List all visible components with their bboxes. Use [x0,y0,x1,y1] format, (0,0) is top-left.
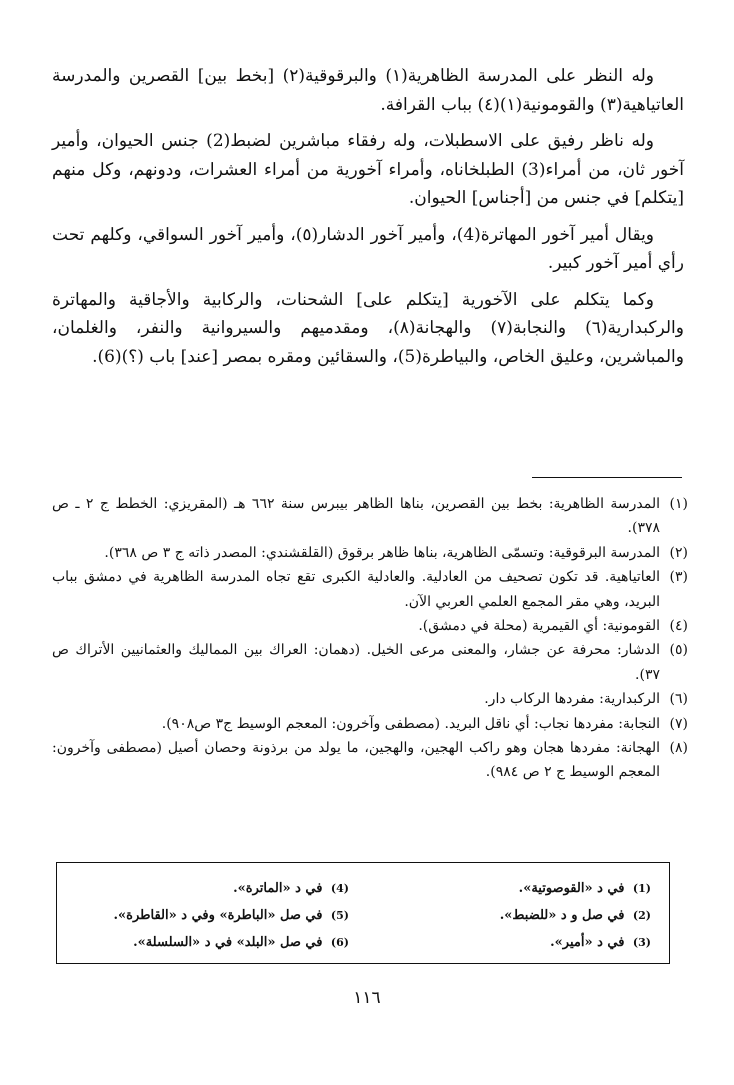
variant-number: (5) [330,909,349,922]
footnote-text: النجابة: مفردها نجاب: أي ناقل البريد. (مصطفى وآخرون: المعجم الوسيط ج٣ ص٩٠٨). [161,715,660,732]
paragraph-4: وكما يتكلم على الآخورية [يتكلم على] الشحنات، والركابية والأجاقية والمهاترة والركبدارية(٦) والنجابة(٧) والهجانة(٨)، ومقدميهم والسيروانية والنفر، والغلمان، والمباشرين، وعليق الخاص، والبياطرة(5)، والسقائين ومقره بمصر [عند] باب (؟)(6). [52,289,684,367]
variants-column-right [381,875,651,956]
paragraph-3: ويقال أمير آخور المهاترة(4)، وأمير آخور الدشار(٥)، وأمير آخور السواقي، وكلهم تحت رأي أمير آخور كبير. [52,224,684,273]
variant-5 [79,902,349,929]
variant-text: في د «القوصوتية». [518,881,625,896]
footnote-1 [52,492,688,541]
variant-6 [79,929,349,956]
variant-text: في صل و د «للضبط». [499,908,625,923]
footnote-text: المدرسة البرقوقية: وتسمّى الظاهرية، بناها ظاهر برقوق (القلقشندي: المصدر ذاته ج ٣ ص ٣٦٨). [104,544,660,561]
footnote-divider [532,477,682,478]
variant-number: (6) [330,936,349,949]
footnotes [52,492,688,785]
footnote-number: (٧) [669,715,688,732]
footnote-4 [52,614,688,638]
variant-1 [381,875,651,902]
footnote-8 [52,736,688,785]
footnote-number: (٣) [669,569,688,586]
variant-text: في د «أمير». [550,935,625,950]
footnote-3 [52,565,688,614]
footnote-7 [52,712,688,736]
footnote-text: القومونية: أي القيمرية (محلة في دمشق). [418,618,660,635]
footnote-text: المدرسة الظاهرية: بخط بين القصرين، بناها الظاهر بيبرس سنة ٦٦٢ هـ (المقريزي: الخطط ج ٢ ـ ص ٣٧٨). [52,496,660,537]
variants-box [56,862,670,964]
variant-number: (4) [330,882,349,895]
variant-2 [381,902,651,929]
variant-4 [79,875,349,902]
variant-text: في د «الماترة». [233,881,323,896]
footnote-number: (٥) [669,642,688,659]
footnote-text: الركبدارية: مفردها الركاب دار. [484,691,660,708]
footnote-text: الهجانة: مفردها هجان وهو راكب الهجين، والهجين، ما يولد من برذونة وحصان أصيل (مصطفى وآخرون: المعجم الوسيط ج ٢ ص ٩٨٤). [52,740,660,781]
footnote-number: (٢) [669,544,688,561]
footnote-text: الدشار: محرفة عن جشار، والمعنى مرعى الخيل. (دهمان: العراك بين المماليك والعثمانيين الأتراك ص ٣٧). [52,642,660,683]
paragraph-1: وله النظر على المدرسة الظاهرية(١) والبرقوقية(٢) [بخط بين] القصرين والمدرسة العاتياهية(٣) والقومونية(١)(٤) بباب القرافة. [52,66,684,115]
footnote-number: (٨) [669,740,688,757]
footnote-2 [52,541,688,565]
footnote-text: العاتياهية. قد تكون تصحيف من العادلية. والعادلية الكبرى تقع تجاه المدرسة الظاهرية في دمشق بباب البريد، وهي مقر المجمع العلمي العربي الآن. [52,569,660,610]
footnote-number: (٦) [669,691,688,708]
variant-3 [381,929,651,956]
variant-number: (1) [632,882,651,895]
variant-text: في صل «البلد» في د «السلسلة». [133,935,323,950]
variants-column-left [79,875,349,956]
variant-text: في صل «الباطرة» وفي د «القاطرة». [113,908,323,923]
variant-number: (3) [632,936,651,949]
page-number: ١١٦ [353,988,381,1008]
paragraph-2: وله ناظر رفيق على الاسطبلات، وله رفقاء مباشرين لضبط(2) جنس الحيوان، وأمير آخور ثان، من أمراء(3) الطبلخاناه، وأمراء آخورية من أمراء العشرات، ودونهم، وكل منهم [يتكلم] في جنس من [أجناس] الحيوان. [52,131,684,208]
variant-number: (2) [632,909,651,922]
main-text [52,62,684,379]
footnote-number: (١) [669,496,688,512]
footnote-5 [52,638,688,687]
footnote-number: (٤) [669,618,688,635]
footnote-6 [52,687,688,711]
